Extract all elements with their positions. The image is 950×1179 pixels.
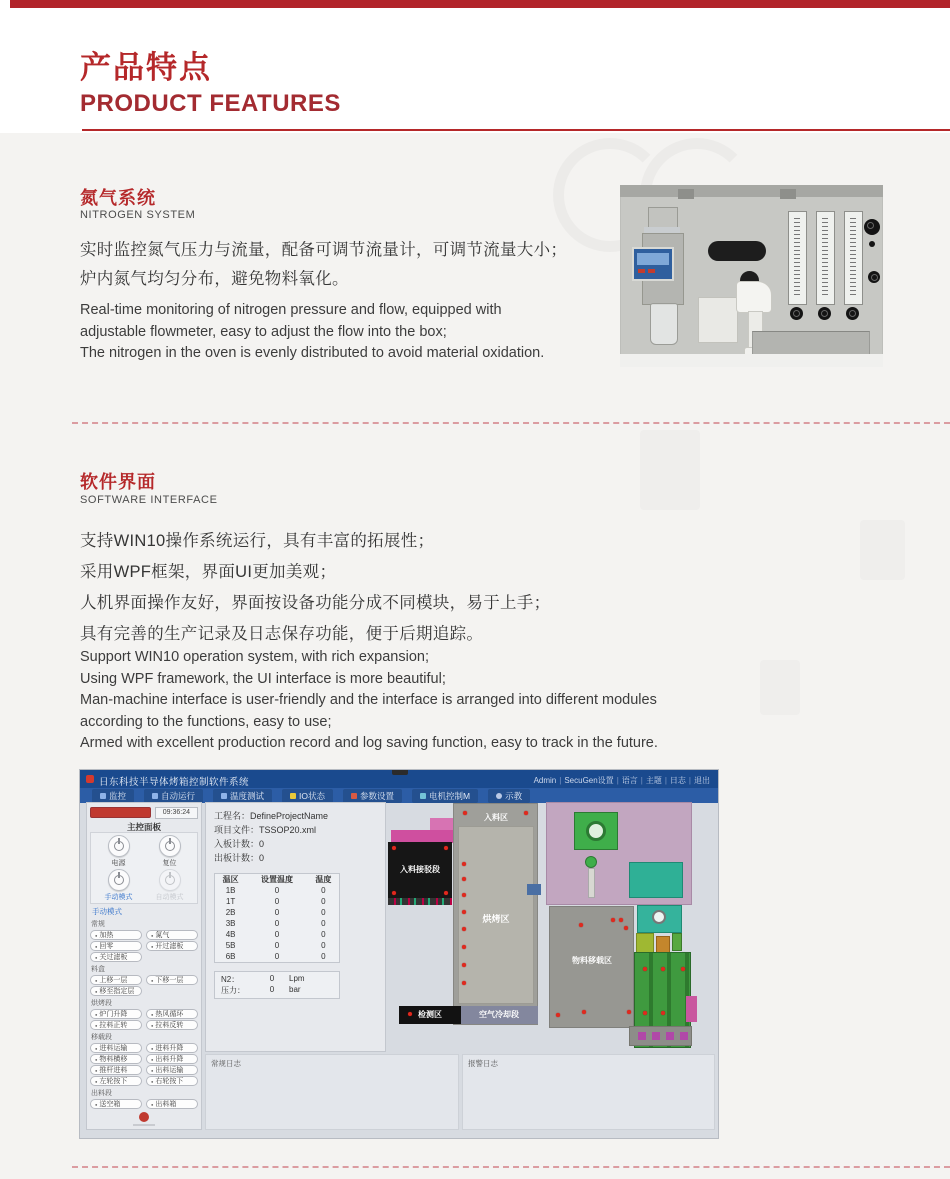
software-text-zh [80,526,720,650]
text-line: adjustable flowmeter, easy to adjust the flow into the box; [80,323,447,340]
temp-table-cell: 0 [321,919,326,928]
in-board-count: 入板计数：0 [214,839,265,849]
status-dot [408,1012,412,1016]
status-dot [462,945,466,949]
manual-button-氮气[interactable]: ● 氮气 [146,930,198,940]
round-button-label: 电源 [111,860,126,867]
group-label-烘烤段: 烘烤段 [91,1000,112,1007]
status-dot [462,893,466,897]
group-label-移载段: 移载段 [91,1034,112,1041]
temp-table-cell: 0 [274,908,280,917]
zone-air-cooling: 空气冷却段 [460,1006,538,1024]
power-icon [159,835,181,857]
purple-foot [680,1032,688,1040]
panel-knob-large [864,219,880,235]
pressure-unit: bar [289,985,301,994]
motor-rotor [586,821,606,841]
manual-mode-label: 手动模式 [92,907,122,916]
status-dot [556,1013,560,1017]
project-name: 工程名：DefineProjectName [214,811,329,821]
pressure-row [221,985,333,996]
yellow-block [636,933,654,953]
filter-bowl [650,303,678,345]
clock-display: 09:36:24 [155,807,198,819]
zone-feed-docking: 入料接驳段 [388,842,452,898]
text-line: 炉内氮气均匀分布，避免物料氧化。 [80,270,349,288]
titlebar-menu-item[interactable]: 主题 [645,776,662,785]
pressure-value: 0 [269,985,275,994]
panel-clip [780,189,796,199]
manual-button-出料升降[interactable]: ● 出料升降 [146,1054,198,1064]
temp-table-row [215,907,340,918]
software-text-en [80,647,720,755]
n2-row [221,974,333,985]
panel-knob-lower [868,271,880,283]
status-dot [462,877,466,881]
temp-table-cell: 0 [274,952,280,961]
status-dot [444,846,448,850]
manual-button-上移一层[interactable]: ● 上移一层 [90,975,142,985]
module-dial [652,910,666,924]
flow-valve-knob [846,307,859,320]
group-label-出料段: 出料段 [91,1090,112,1097]
power-icon [159,869,181,891]
general-log-panel [205,1054,459,1130]
status-dot [681,967,685,971]
photo-floor [620,354,883,367]
manual-button-热风循环[interactable]: ● 热风循环 [146,1009,198,1019]
status-progress-bar [90,807,151,818]
text-line: Armed with excellent production record and log saving function, easy to track in the future. [80,735,658,751]
panel-clip [678,189,694,199]
text-line: Real-time monitoring of nitrogen pressure and flow, equipped with [80,302,502,318]
temp-table-cell: 0 [321,886,326,895]
titlebar-menu-item[interactable]: 语言 [621,776,638,785]
status-dot [579,923,583,927]
group-label-料盒: 料盒 [91,966,105,973]
app-tab-自动运行[interactable] [144,789,203,803]
manual-button-推杆进料[interactable]: ● 推杆进料 [90,1065,142,1075]
titlebar-menu-item[interactable]: 退出 [694,776,710,785]
button-row [90,986,198,996]
text-line: 人机界面操作友好，界面按设备功能分成不同模块，易于上手； [80,594,551,612]
button-row [90,1054,198,1064]
tab-label: 电机控制M [429,790,471,801]
power-icon [108,835,130,857]
tab-label: IO状态 [299,790,326,801]
app-titlebar-menu [534,775,710,786]
nitrogen-text-zh [80,236,620,294]
temp-table-row [215,918,340,929]
text-line: Support WIN10 operation system, with rich expansion; [80,649,429,665]
title-underline [82,129,950,131]
menu-separator: | [688,776,691,785]
tab-label: 监控 [109,790,127,801]
nitrogen-heading-en: NITROGEN SYSTEM [80,209,196,221]
round-button-手动模式[interactable] [93,869,144,902]
text-line: 具有完善的生产记录及日志保存功能，便于后期追踪。 [80,625,484,643]
tab-label: 温度测试 [230,790,265,801]
flowmeter-1 [788,211,807,305]
manual-button-下移一层[interactable]: ● 下移一层 [146,975,198,985]
alarm-log-panel [462,1054,715,1130]
temp-table-cell: 0 [321,930,326,939]
n2-value: 0 [269,974,275,983]
top-accent-bar [10,0,950,8]
button-row [90,930,198,940]
status-dot [392,846,396,850]
power-icon [108,869,130,891]
manual-button-进料运输[interactable]: ● 进料运输 [90,1043,142,1053]
watermark-shape [860,520,905,580]
display-button [638,269,645,273]
alarm-log-label: 报警日志 [468,1059,498,1068]
titlebar-menu-item[interactable]: 日志 [669,776,686,785]
manual-button-出料箱[interactable]: ● 出料箱 [146,1099,198,1109]
status-dot [624,926,628,930]
software-heading-en: SOFTWARE INTERFACE [80,494,218,506]
out-board-count: 出板计数：0 [214,853,265,863]
round-button-自动模式[interactable] [144,869,195,902]
status-dot [524,811,528,815]
digital-pressure-display [632,247,674,281]
manual-button-炉门升降[interactable]: ● 炉门升降 [90,1009,142,1019]
status-dot [462,862,466,866]
status-dot [661,1011,665,1015]
nozzle-stem [588,868,595,898]
round-button-电源[interactable] [93,835,144,868]
zone-detection: 检测区 [399,1006,461,1024]
section-divider [72,422,950,424]
temp-table-cell: 6B [225,952,236,961]
flowmeter-3 [844,211,863,305]
text-line: 采用WPF框架，界面UI更加美观； [80,563,337,581]
temp-table-cell: 0 [321,897,326,906]
app-title: 日东科技半导体烤箱控制软件系统 [99,777,250,788]
nitrogen-text-en [80,300,640,365]
manual-button-加热[interactable]: ● 加热 [90,930,142,940]
control-panel [86,802,202,1130]
text-line: according to the functions, easy to use; [80,713,332,730]
temp-table-header: 设置温度 [260,875,293,884]
watermark-shape [640,430,700,510]
manual-button-出料运输[interactable]: ● 出料运输 [146,1065,198,1075]
tab-icon [290,793,296,799]
menu-separator: | [559,776,562,785]
status-dot [462,927,466,931]
n2-unit: Lpm [289,974,305,983]
tab-icon [420,793,426,799]
status-dot [463,811,467,815]
control-panel-title: 主控面板 [126,822,161,832]
tab-icon [100,793,106,799]
app-logo-icon [86,775,94,783]
green-block [672,933,682,951]
text-line: Using WPF framework, the UI interface is more beautiful; [80,670,446,687]
manual-button-左轮按下[interactable]: ● 左轮按下 [90,1076,142,1086]
tab-icon [152,793,158,799]
machine-diagram [386,800,716,1052]
temp-table-row [215,940,340,951]
button-row [90,941,198,951]
pink-tab [686,996,697,1022]
info-panel [205,802,386,1052]
flow-valve-knob [818,307,831,320]
temp-table-row [215,885,340,896]
panel-oval-cutout [708,241,766,261]
status-dot [661,967,665,971]
temp-table-cell: 0 [274,919,280,928]
tab-icon [351,793,357,799]
app-tab-IO状态[interactable] [282,789,333,803]
software-heading-zh: 软件界面 [80,472,156,492]
sensor-block [527,884,541,895]
tab-icon [496,793,502,799]
temperature-table [214,873,340,963]
button-row [90,952,198,962]
status-dot [643,967,647,971]
temp-table-cell: 0 [274,930,280,939]
main-buttons-box [90,832,198,904]
temp-table-cell: 2B [225,908,236,917]
titlebar-menu-item[interactable]: Admin [533,776,557,785]
bottom-divider [72,1166,950,1168]
text-line: 支持WIN10操作系统运行，具有丰富的拓展性； [80,532,435,550]
button-row [90,1099,198,1109]
purple-foot [652,1032,660,1040]
text-line: The nitrogen in the oven is evenly distributed to avoid material oxidation. [80,345,545,361]
text-line: Man-machine interface is user-friendly and the interface is arranged into different modules [80,692,657,708]
photo-panel-top [620,185,883,197]
menu-separator: | [616,776,619,785]
status-dot [392,891,396,895]
nitrogen-heading-zh: 氮气系统 [80,188,156,208]
round-button-label: 手动模式 [104,894,133,901]
temp-table-cell: 0 [274,941,280,950]
temp-table-cell: 3B [225,919,236,928]
pressure-label: 压力： [221,986,245,995]
manual-button-物料横移[interactable]: ● 物料横移 [90,1054,142,1064]
app-tab-温度测试[interactable] [213,789,272,803]
status-dot [462,981,466,985]
menu-separator: | [664,776,667,785]
button-row [90,1043,198,1053]
status-dot [643,1011,647,1015]
status-dot [627,1010,631,1014]
manual-button-回零[interactable]: ● 回零 [90,941,142,951]
button-row [90,1065,198,1075]
panel-knob-small [869,241,875,247]
button-row [90,975,198,985]
temp-table-cell: 5B [225,941,236,950]
button-row [90,1020,198,1030]
status-dot [462,910,466,914]
status-dot [582,1010,586,1014]
watermark-shape [760,660,800,715]
temp-table-header: 温区 [222,875,239,884]
teal-module-upper [629,862,683,898]
manual-button-拉料正转[interactable]: ● 拉料正转 [90,1020,142,1030]
temp-table-row [215,951,340,963]
button-row [90,1009,198,1019]
zone-material-transfer: 物料移载区 [572,956,612,965]
group-label-常规: 常规 [91,921,105,928]
temp-table-cell: 1B [225,886,236,895]
temp-table-cell: 0 [321,941,326,950]
connector-strip [388,898,452,905]
status-dot [611,918,615,922]
manual-button-送空箱[interactable]: ● 送空箱 [90,1099,142,1109]
company-logo [90,1112,198,1126]
round-button-复位[interactable] [144,835,195,868]
purple-foot [638,1032,646,1040]
nitrogen-equipment-photo [620,185,883,367]
manual-button-进料升降[interactable]: ● 进料升降 [146,1043,198,1053]
app-tab-监控[interactable] [92,789,134,803]
temp-table-cell: 0 [321,952,326,961]
temp-table-row [215,896,340,907]
nozzle-head [585,856,597,868]
menu-separator: | [640,776,643,785]
temp-table-cell: 4B [225,930,236,939]
tab-label: 示教 [505,790,523,801]
control-panel-top [90,806,198,819]
temp-table-header: 温度 [315,875,332,884]
manual-button-开过滤板[interactable]: ● 开过滤板 [146,941,198,951]
status-dot [444,891,448,895]
flowmeter-2 [816,211,835,305]
n2-label: N2： [221,975,240,984]
temp-table-cell: 1T [225,897,236,906]
pipe-elbow [736,281,772,313]
temp-table-cell: 0 [274,897,280,906]
purple-foot [666,1032,674,1040]
temp-table-cell: 0 [321,908,326,917]
temp-table-cell: 0 [274,886,280,895]
flow-valve-knob [790,307,803,320]
button-row [90,1076,198,1086]
manual-button-关过滤板[interactable]: ● 关过滤板 [90,952,142,962]
titlebar-menu-item[interactable]: SecuGen设置 [564,776,614,785]
display-button [648,269,655,273]
round-button-label: 自动模式 [155,894,184,901]
tab-label: 自动运行 [161,790,196,801]
n2-pressure-box [214,971,340,999]
titlebar-notch [392,770,408,775]
project-file: 项目文件：TSSOP20.xml [214,825,317,835]
zone-baking: 烘烤区 [482,914,510,924]
tab-label: 参数设置 [360,790,395,801]
manual-button-移至指定层[interactable]: ● 移至指定层 [90,986,142,996]
page-title: 产品特点 [80,50,212,85]
text-line: 实时监控氮气压力与流量，配备可调节流量计，可调节流量大小； [80,241,568,259]
temp-table-row [215,929,340,940]
round-button-label: 复位 [162,860,177,867]
page-subtitle: PRODUCT FEATURES [80,90,341,117]
logo-icon [139,1112,149,1122]
status-dot [619,918,623,922]
zone-infeed: 入料区 [484,813,508,822]
status-dot [462,963,466,967]
manual-button-拉料反转[interactable]: ● 拉料反转 [146,1020,198,1030]
tab-icon [221,793,227,799]
transfer-zone-box [549,906,634,1028]
manual-button-右轮按下[interactable]: ● 右轮按下 [146,1076,198,1086]
filter-housing [698,297,738,343]
general-log-label: 常规日志 [211,1059,241,1068]
software-screenshot [80,770,718,1138]
logo-text [133,1124,155,1126]
